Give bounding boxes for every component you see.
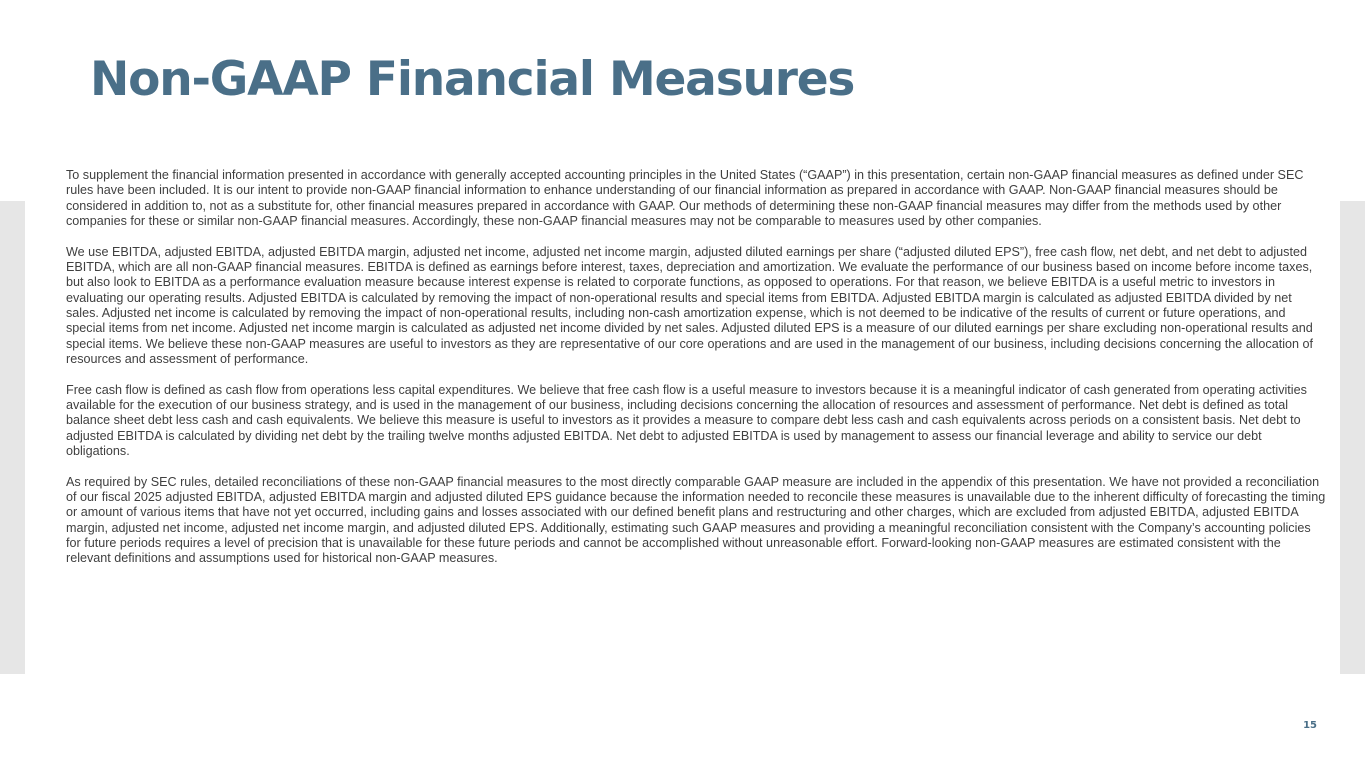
paragraph-ebitda-definitions: We use EBITDA, adjusted EBITDA, adjusted EBITDA margin, adjusted net income, adjusted net income margin, adjusted diluted earnings per share (“adjusted diluted EPS”), free cash flow, net debt, and net debt to adjusted EBITDA, which are all non-GAAP financial measures. EBITDA is defined as earnings before interest, taxes, depreciation and amortization. We evaluate the performance of our business based on income before income taxes, but also look to EBITDA as a performance evaluation measure because interest expense is related to corporate functions, as opposed to operations. For that reason, we believe EBITDA is a useful metric to investors in evaluating our operating results. Adjusted EBITDA is calculated by removing the impact of non-operational results and special items from EBITDA. Adjusted EBITDA margin is calculated as adjusted EBITDA divided by net sales. Adjusted net income is calculated by removing the impact of non-operational results, including non-cash amortization expense, which is not deemed to be indicative of the results of current or future operations, and special items from net income. Adjusted net income margin is calculated as adjusted net income divided by net sales. Adjusted diluted EPS is a measure of our diluted earnings per share excluding non-operational results and special items. We believe these non-GAAP measures are useful to investors as they are representative of our core operations and are used in the management of our business, including decisions concerning the allocation of resources and assessment of performance. [66,244,1314,367]
left-side-bar [0,201,25,674]
paragraph-sec-reconciliation: As required by SEC rules, detailed reconciliations of these non-GAAP financial measures to the most directly comparable GAAP measure are included in the appendix of this presentation. We have not provided a reconciliation of our fiscal 2025 adjusted EBITDA, adjusted EBITDA margin and adjusted diluted EPS guidance because the information needed to reconcile these measures is unavailable due to the inherent difficulty of forecasting the timing or amount of various items that have not yet occurred, including gains and losses associated with our defined benefit plans and restructuring and other charges, which are excluded from adjusted EBITDA, adjusted EBITDA margin, adjusted net income, adjusted net income margin, and adjusted diluted EPS. Additionally, estimating such GAAP measures and providing a meaningful reconciliation consistent with the Company’s accounting policies for future periods requires a level of precision that is unavailable for these future periods and cannot be accomplished without unreasonable effort. Forward-looking non-GAAP measures are estimated consistent with the relevant definitions and assumptions used for historical non-GAAP measures. [66,474,1326,566]
page-number: 15 [1303,720,1317,731]
page-title: Non-GAAP Financial Measures [90,52,855,107]
right-side-bar [1340,201,1365,674]
paragraph-free-cash-flow: Free cash flow is defined as cash flow from operations less capital expenditures. We believe that free cash flow is a useful measure to investors because it is a meaningful indicator of cash generated from operating activities available for the execution of our business strategy, and is used in the management of our business, including decisions concerning the allocation of resources and assessment of performance. Net debt is defined as total balance sheet debt less cash and cash equivalents. We believe this measure is useful to investors as it provides a measure to compare debt less cash and cash equivalents across periods on a consistent basis. Net debt to adjusted EBITDA is calculated by dividing net debt by the trailing twelve months adjusted EBITDA. Net debt to adjusted EBITDA is used by management to assess our financial leverage and ability to service our debt obligations. [66,382,1307,459]
paragraph-non-gaap-intro: To supplement the financial information presented in accordance with generally accepted accounting principles in the United States (“GAAP”) in this presentation, certain non-GAAP financial measures as defined under SEC rules have been included. It is our intent to provide non-GAAP financial information to enhance understanding of our financial information as prepared in accordance with GAAP. Non-GAAP financial measures should be considered in addition to, not as a substitute for, other financial measures prepared in accordance with GAAP. Our methods of determining these non-GAAP financial measures may differ from the methods used by other companies for these or similar non-GAAP financial measures. Accordingly, these non-GAAP financial measures may not be comparable to measures used by other companies. [66,168,1304,229]
body-text [66,168,1328,582]
